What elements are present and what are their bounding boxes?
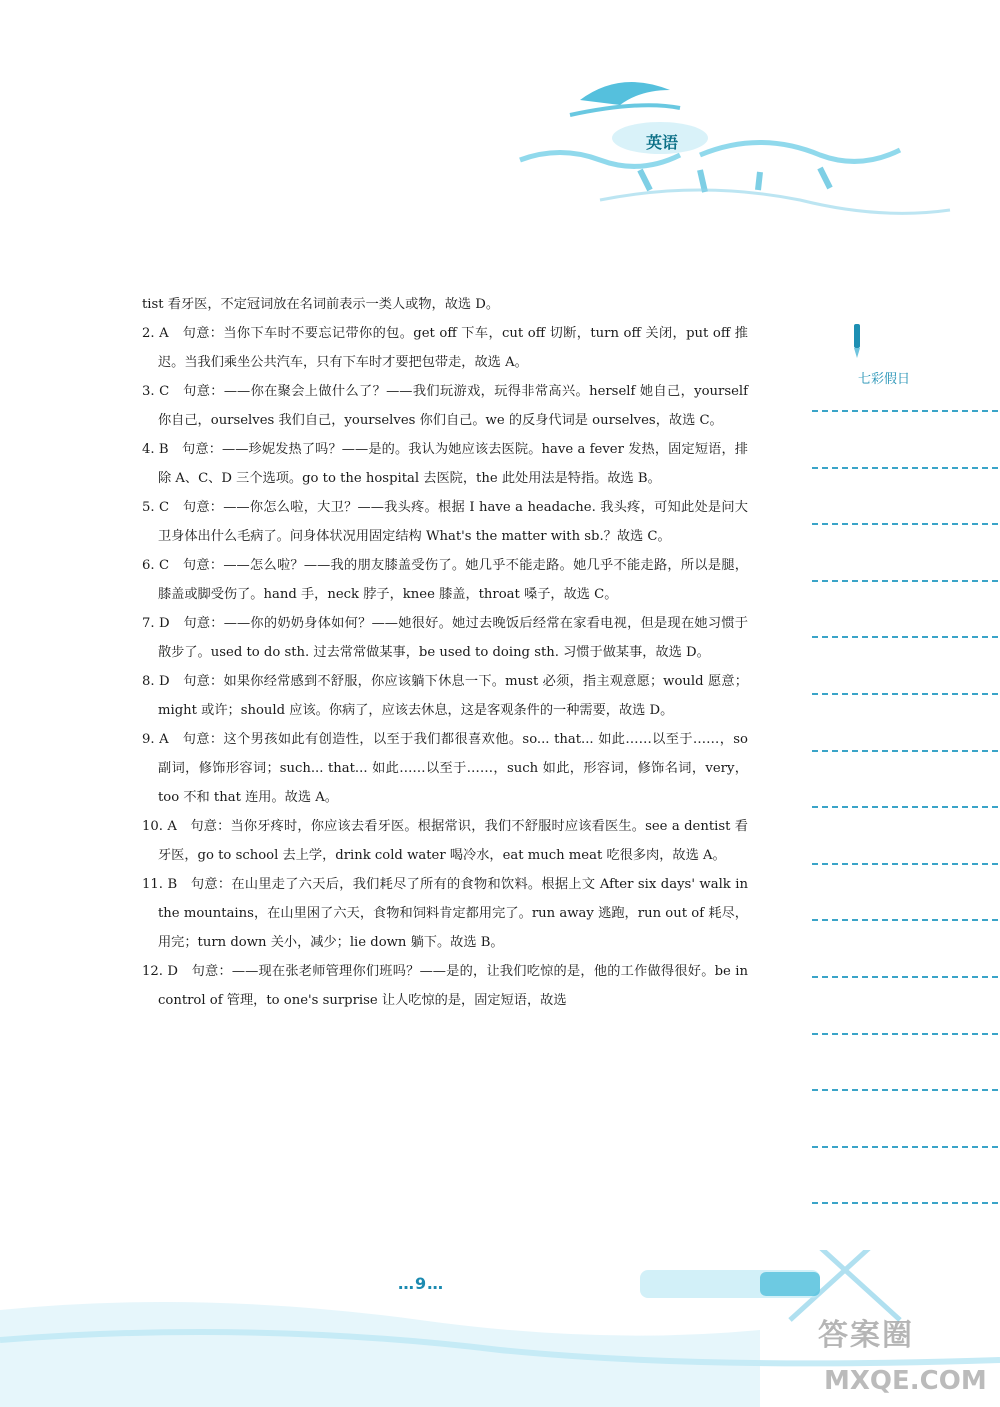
answer-item: 7. D 句意：——你的奶奶身体如何？——她很好。她过去晚饭后经常在家看电视，但是现在她习惯于散步了。used to do sth. 过去常常做某事，be used to doing sth. 习惯于做某事，故选 D。 — [142, 616, 748, 660]
page-number: …9… — [398, 1274, 445, 1293]
answer-item: tist 看牙医，不定冠词放在名词前表示一类人或物，故选 D。 — [142, 297, 500, 312]
header-decoration — [500, 60, 970, 230]
note-line — [812, 976, 998, 980]
note-lines — [812, 410, 998, 1259]
answer-explanations — [142, 290, 748, 1015]
answer-item: 5. C 句意：——你怎么啦，大卫？——我头疼。根据 I have a headache. 我头疼，可知此处是问大卫身体出什么毛病了。问身体状况用固定结构 What's the matter with sb.？故选 C。 — [142, 500, 748, 544]
answer-item: 8. D 句意：如果你经常感到不舒服，你应该躺下休息一下。must 必须，指主观意愿；would 愿意；might 或许；should 应该。你病了，应该去休息，这是客观条件的一种需要，故选 D。 — [142, 674, 748, 718]
watermark-url: MXQE.COM — [824, 1366, 987, 1396]
pen-icon — [848, 322, 866, 362]
answer-item: 3. C 句意：——你在聚会上做什么了？——我们玩游戏，玩得非常高兴。herself 她自己，yourself 你自己，ourselves 我们自己，yourselves 你们自己。we 的反身代词是 ourselves，故选 C。 — [142, 384, 748, 428]
side-tag: 七彩假日 — [858, 372, 911, 387]
answer-item: 2. A 句意：当你下车时不要忘记带你的包。get off 下车，cut off 切断，turn off 关闭，put off 推迟。当我们乘坐公共汽车，只有下车时才要把包带走，故选 A。 — [142, 326, 748, 370]
answer-item: 10. A 句意：当你牙疼时，你应该去看牙医。根据常识，我们不舒服时应该看医生。see a dentist 看牙医，go to school 去上学，drink cold water 喝冷水，eat much meat 吃很多肉，故选 A。 — [142, 819, 748, 863]
note-line — [812, 467, 998, 471]
note-line — [812, 693, 998, 697]
note-line — [812, 580, 998, 584]
note-line — [812, 1146, 998, 1150]
watermark-brand: 答案圈 — [818, 1318, 914, 1353]
note-line — [812, 863, 998, 867]
note-line — [812, 523, 998, 527]
answer-item: 11. B 句意：在山里走了六天后，我们耗尽了所有的食物和饮料。根据上文 After six days' walk in the mountains，在山里困了六天，食物和饲料肯定都用完了。run away 逃跑，run out of 耗尽，用完；turn down 关小，减少；lie down 躺下。故选 B。 — [142, 877, 748, 950]
note-line — [812, 1033, 998, 1037]
note-line — [812, 750, 998, 754]
header-subject-title: 英语 — [645, 133, 678, 152]
note-line — [812, 410, 998, 414]
answer-item: 9. A 句意：这个男孩如此有创造性，以至于我们都很喜欢他。so... that... 如此……以至于……，so 副词，修饰形容词；such... that... 如此……以至于……，such 如此，形容词，修饰名词，very，too 不和 that 连用。故选 A。 — [142, 732, 748, 805]
note-line — [812, 806, 998, 810]
note-line — [812, 636, 998, 640]
note-line — [812, 1089, 998, 1093]
answer-item: 6. C 句意：——怎么啦？——我的朋友膝盖受伤了。她几乎不能走路。她几乎不能走路，所以是腿，膝盖或脚受伤了。hand 手，neck 脖子，knee 膝盖，throat 嗓子，故选 C。 — [142, 558, 748, 602]
answer-item: 4. B 句意：——珍妮发热了吗？——是的。我认为她应该去医院。have a fever 发热，固定短语，排除 A、C、D 三个选项。go to the hospital 去医院，the 此处用法是特指。故选 B。 — [142, 442, 748, 486]
note-line — [812, 1202, 998, 1206]
note-line — [812, 919, 998, 923]
answer-item: 12. D 句意：——现在张老师管理你们班吗？——是的，让我们吃惊的是，他的工作做得很好。be in control of 管理，to one's surprise 让人吃惊的是，固定短语，故选 — [142, 964, 748, 1008]
